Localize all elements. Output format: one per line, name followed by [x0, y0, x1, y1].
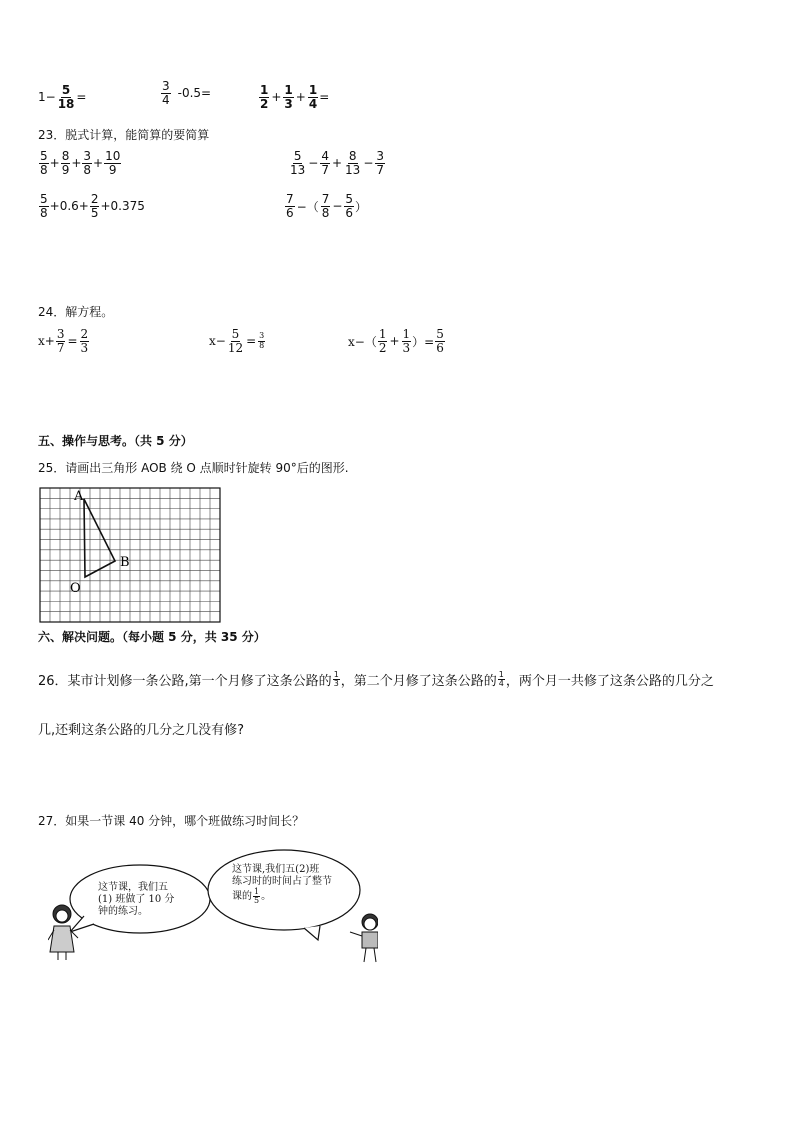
- fraction: $\frac{1}{5}$: [254, 887, 260, 906]
- fraction: $\frac{4}{7}$: [321, 149, 329, 177]
- fraction: $\frac{5}{6}$: [436, 327, 444, 355]
- fraction: $\frac{3}{7}$: [56, 327, 65, 355]
- label-b: B: [120, 555, 130, 570]
- label-a: A: [74, 489, 84, 504]
- q26-line-1: 26．某市计划修一条公路,第一个月修了这条公路的 $\frac{1}{3}$ ，第二个月修了这条公路的 $\frac{1}{4}$ ，两个月一共修了这条公路的几分之: [38, 669, 714, 689]
- expr-2: $\frac{3}{4}$ -0.5=: [162, 79, 212, 107]
- q23-title: 23．脱式计算，能简算的要简算: [38, 128, 210, 142]
- fraction: $\frac{1}{2}$: [378, 327, 387, 355]
- fraction: $\frac{7}{8}$: [321, 192, 330, 220]
- q26-line-2: 几,还剩这条公路的几分之几没有修?: [38, 723, 245, 738]
- fraction: $\frac{8}{13}$: [345, 149, 361, 177]
- label-o: O: [70, 581, 81, 596]
- fraction: $\frac{1}{3}$: [284, 83, 293, 111]
- fraction: $\frac{3}{7}$: [376, 149, 385, 177]
- fraction: $\frac{2}{3}$: [80, 327, 89, 355]
- section-5-title: 五、操作与思考。（共 5 分）: [38, 434, 193, 448]
- fraction: $\frac{5}{8}$: [40, 192, 48, 220]
- expr-3: $\frac{1}{2}$ + $\frac{1}{3}$ + $\frac{1}{4}$ =: [260, 83, 330, 111]
- fraction: $\frac{10}{9}$: [105, 149, 121, 177]
- q24-equation-2: x− $\frac{5}{12}$ = $\frac{3}{8}$: [209, 327, 265, 355]
- q24-equation-3: x−（ $\frac{1}{2}$ + $\frac{1}{3}$ ）= $\frac{5}{6}$: [348, 327, 444, 355]
- fraction: $\frac{3}{4}$: [162, 79, 170, 107]
- boy-icon: [350, 914, 378, 962]
- fraction: $\frac{5}{18}$: [57, 83, 75, 111]
- fraction: $\frac{5}{13}$: [290, 149, 306, 177]
- fraction: $\frac{8}{9}$: [61, 149, 70, 177]
- grid-lines: [40, 488, 220, 622]
- expr-1: 1− $\frac{5}{18}$ =: [38, 83, 87, 111]
- bubble-right-text: 这节课,我们五(2)班 练习时的时间占了整节 课的 $\frac{1}{5}$ 。: [232, 864, 332, 906]
- grid-figure: [38, 486, 222, 624]
- fraction: $\frac{3}{8}$: [83, 149, 92, 177]
- fraction: $\frac{7}{6}$: [286, 192, 294, 220]
- fraction: $\frac{5}{6}$: [345, 192, 354, 220]
- q23-expr-4: $\frac{7}{6}$ −（ $\frac{7}{8}$ − $\frac{5}{6}$ ）: [286, 192, 368, 220]
- fraction: $\frac{5}{12}$: [227, 327, 244, 355]
- fraction: $\frac{1}{3}$: [333, 669, 339, 688]
- triangle-aob: [84, 499, 115, 577]
- section-6-title: 六、解决问题。（每小题 5 分，共 35 分）: [38, 630, 266, 644]
- fraction: $\frac{1}{4}$: [498, 669, 504, 688]
- fraction: $\frac{3}{8}$: [259, 331, 265, 350]
- fraction: $\frac{1}{2}$: [260, 83, 269, 111]
- girl-icon: [48, 905, 78, 960]
- fraction: $\frac{2}{5}$: [90, 192, 99, 220]
- fraction: $\frac{1}{3}$: [402, 327, 411, 355]
- q25-title: 25．请画出三角形 AOB 绕 O 点顺时针旋转 90°后的图形.: [38, 461, 349, 475]
- bubble-left-text: 这节课，我们五 (1) 班做了 10 分 钟的练习。: [98, 882, 175, 917]
- fraction: $\frac{1}{4}$: [308, 83, 318, 111]
- fraction: $\frac{5}{8}$: [40, 149, 48, 177]
- q23-expr-2: $\frac{5}{13}$ − $\frac{4}{7}$ + $\frac{8}{13}$ − $\frac{3}{7}$: [290, 149, 385, 177]
- q23-expr-1: $\frac{5}{8}$ + $\frac{8}{9}$ + $\frac{3}{8}$ + $\frac{10}{9}$: [40, 149, 121, 177]
- q23-expr-3: $\frac{5}{8}$ +0.6+ $\frac{2}{5}$ +0.375: [40, 192, 145, 220]
- q24-title: 24．解方程。: [38, 305, 114, 319]
- q27-title: 27．如果一节课 40 分钟，哪个班做练习时间长？: [38, 814, 305, 828]
- q24-equation-1: x+ $\frac{3}{7}$ = $\frac{2}{3}$: [38, 327, 89, 355]
